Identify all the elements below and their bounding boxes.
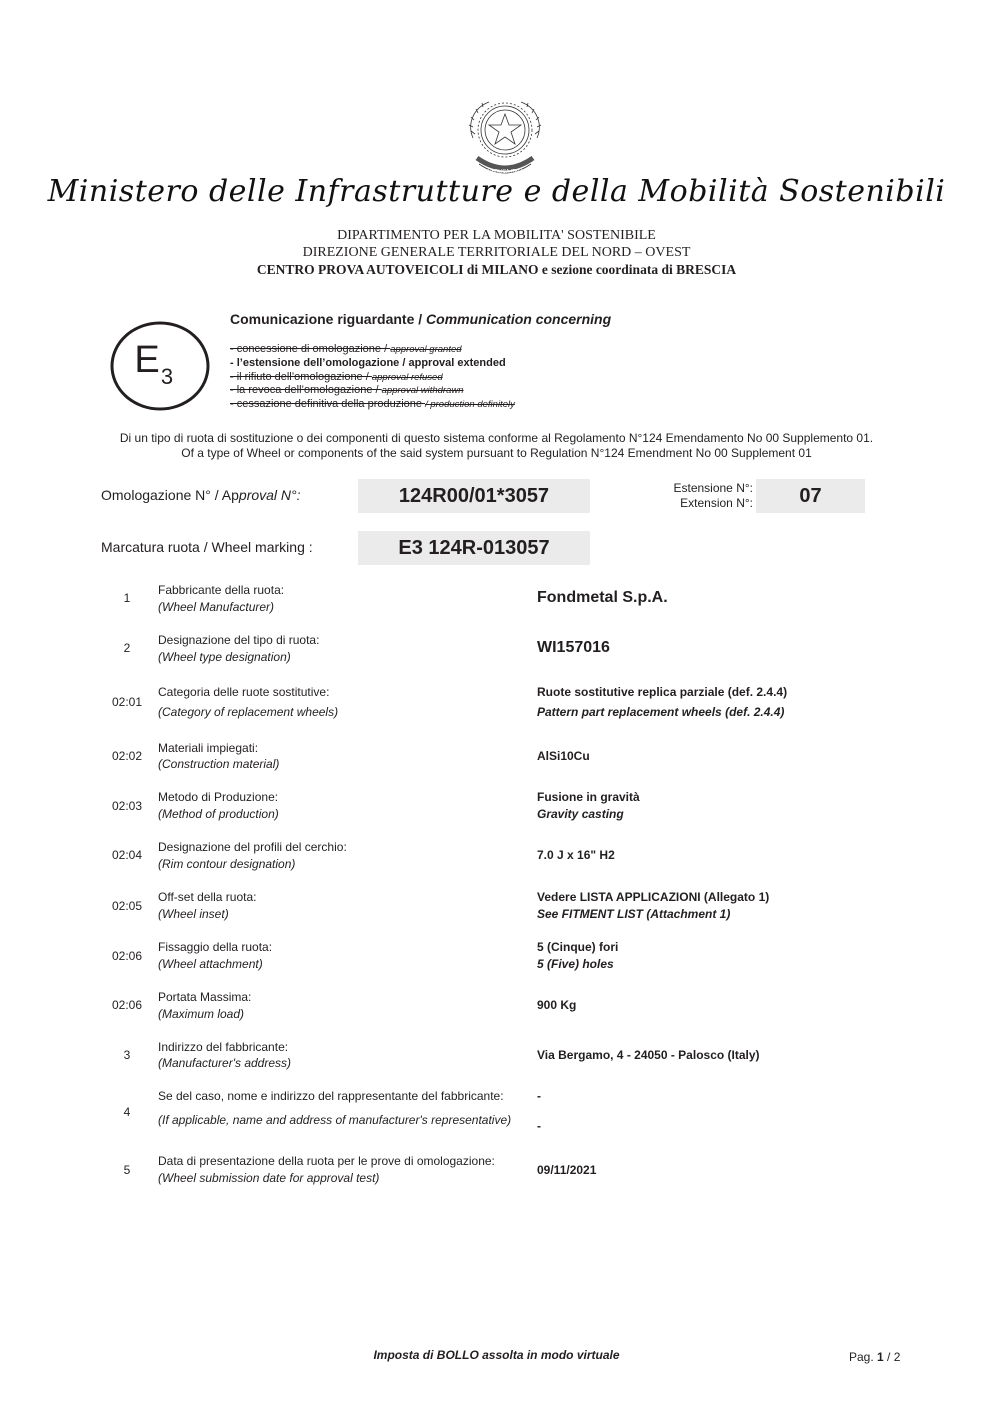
row-number: 4 [123,1105,131,1119]
field-label-it: Materiali impiegati: [158,741,259,755]
field-label-en: (Maximum load) [158,1007,245,1021]
option-approval-withdrawn: - la revoca dell’omologazione / approval withdrawn [230,384,464,396]
field-label-en: (Wheel inset) [158,907,229,921]
italian-republic-emblem [459,94,551,180]
row-number: 1 [123,591,131,605]
field-label-it: Data di presentazione della ruota per le prove di omologazione: [158,1154,495,1168]
option-approval-refused: - il rifiuto dell’omologazione / approval refused [230,371,443,383]
category-value-en: Pattern part replacement wheels (def. 2.4.4) [537,705,785,719]
row-number: 5 [123,1163,131,1177]
regulation-statement-it: Di un tipo di ruota di sostituzione o dei componenti di questo sistema conforme al Regolamento N°124 Emendamento No 00 Supplemento 01. [119,431,874,445]
manufacturer-address-value: Via Bergamo, 4 - 24050 - Palosco (Italy) [537,1048,760,1062]
wheel-attachment-value: 5 (Cinque) fori [537,940,619,954]
rim-contour-value: 7.0 J x 16" H2 [537,848,615,862]
e3-approval-mark [109,321,211,411]
field-label-it: Metodo di Produzione: [158,790,279,804]
stamp-duty-note: Imposta di BOLLO assolta in modo virtuale [373,1348,620,1362]
field-label-en: (Wheel Manufacturer) [158,600,275,614]
manufacturer-value: Fondmetal S.p.A. [537,589,668,606]
communication-heading: Comunicazione riguardante / Communication concerning [230,311,612,327]
production-method-value: Fusione in gravità [537,790,640,804]
field-label-it: Indirizzo del fabbricante: [158,1040,289,1054]
directorate-line: DIREZIONE GENERALE TERRITORIALE DEL NORD – OVEST [302,245,691,260]
field-label-it: Portata Massima: [158,990,252,1004]
field-label-en: (Wheel attachment) [158,957,263,971]
option-approval-granted: - concessione di omologazione / approval granted [230,343,462,355]
field-label-it: Se del caso, nome e indirizzo del rappresentante del fabbricante: [158,1089,504,1103]
field-label-it: Off-set della ruota: [158,890,257,904]
category-value: Ruote sostitutive replica parziale (def. 2.4.4) [537,685,788,699]
e-mark-number: 3 [160,364,174,389]
wheel-marking: E3 124R-013057 [358,531,590,565]
field-label-en: (Category of replacement wheels) [158,705,339,719]
field-label-it: Designazione del tipo di ruota: [158,633,320,647]
row-number: 3 [123,1048,131,1062]
max-load-value: 900 Kg [537,998,577,1012]
row-number: 02:04 [111,848,143,862]
row-number: 02:01 [111,695,143,709]
field-label-it: Designazione del profili del cerchio: [158,840,347,854]
field-label-en: (Manufacturer's address) [158,1056,292,1070]
field-label-en: (Rim contour designation) [158,857,296,871]
wheel-marking-label: Marcatura ruota / Wheel marking : [101,539,313,555]
page-number: Pag. 1 / 2 [849,1350,901,1364]
row-number: 02:02 [111,749,143,763]
extension-number: 07 [756,479,865,513]
row-number: 02:03 [111,799,143,813]
extension-number-label: Estensione N°: Extension N°: [673,481,753,510]
field-label-en: (Method of production) [158,807,279,821]
field-label-en: (If applicable, name and address of manufacturer's representative) [158,1113,512,1127]
ministry-title: Ministero delle Infrastrutture e della Mobilità Sostenibili [47,174,946,209]
row-number: 02:06 [111,949,143,963]
test-centre-line: CENTRO PROVA AUTOVEICOLI di MILANO e sezione coordinata di BRESCIA [256,262,737,277]
field-label-en: (Construction material) [158,757,280,771]
approval-number-label: Omologazione N° / Approval N°: [101,487,301,503]
department-line: DIPARTIMENTO PER LA MOBILITA' SOSTENIBILE [337,228,656,243]
submission-date-value: 09/11/2021 [537,1163,597,1177]
row-number: 02:05 [111,899,143,913]
wheel-inset-value-en: See FITMENT LIST (Attachment 1) [537,907,731,921]
option-approval-extended: - l’estensione dell’omologazione / approval extended [230,357,506,369]
emblem-ribbon-text: REPUBBLICA ITALIANA [477,169,533,175]
e-mark-letter: E [134,339,160,381]
wheel-attachment-value-en: 5 (Five) holes [537,957,614,971]
field-label-en: (Wheel type designation) [158,650,291,664]
wheel-inset-value: Vedere LISTA APPLICAZIONI (Allegato 1) [537,890,770,904]
material-value: AlSi10Cu [537,749,590,763]
wheel-type-value: WI157016 [537,639,610,656]
row-number: 02:06 [111,998,143,1012]
field-label-it: Fabbricante della ruota: [158,583,285,597]
representative-value-en: - [537,1119,541,1133]
regulation-statement-en: Of a type of Wheel or components of the said system pursuant to Regulation N°124 Emendment No 00 Supplement 01 [181,446,812,460]
approval-number: 124R00/01*3057 [358,479,590,513]
production-method-value-en: Gravity casting [537,807,624,821]
field-label-it: Fissaggio della ruota: [158,940,273,954]
option-production-discontinued: - cessazione definitiva della produzione / production definitely [230,398,515,410]
row-number: 2 [123,641,131,655]
field-label-en: (Wheel submission date for approval test) [158,1171,380,1185]
representative-value: - [537,1089,541,1103]
field-label-it: Categoria delle ruote sostitutive: [158,685,330,699]
